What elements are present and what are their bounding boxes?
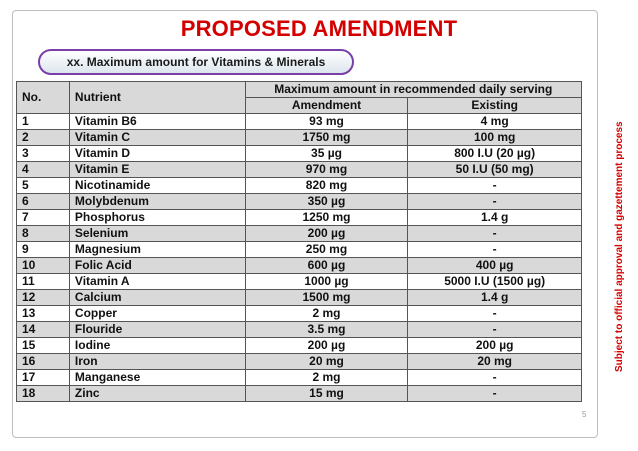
cell-no: 18 bbox=[17, 386, 70, 402]
table-row bbox=[17, 290, 582, 306]
cell-nutrient: Vitamin B6 bbox=[69, 114, 245, 130]
cell-amendment: 970 mg bbox=[245, 162, 408, 178]
cell-nutrient: Iodine bbox=[69, 338, 245, 354]
cell-amendment: 250 mg bbox=[245, 242, 408, 258]
cell-existing: 4 mg bbox=[408, 114, 582, 130]
cell-amendment: 3.5 mg bbox=[245, 322, 408, 338]
table-row bbox=[17, 178, 582, 194]
cell-nutrient: Iron bbox=[69, 354, 245, 370]
cell-no: 5 bbox=[17, 178, 70, 194]
table-row bbox=[17, 162, 582, 178]
cell-amendment: 2 mg bbox=[245, 306, 408, 322]
table-row bbox=[17, 322, 582, 338]
cell-no: 10 bbox=[17, 258, 70, 274]
nutrient-table bbox=[16, 81, 582, 402]
header-existing: Existing bbox=[408, 98, 582, 114]
cell-amendment: 1500 mg bbox=[245, 290, 408, 306]
table-row bbox=[17, 210, 582, 226]
cell-no: 16 bbox=[17, 354, 70, 370]
cell-nutrient: Vitamin D bbox=[69, 146, 245, 162]
cell-existing: 50 I.U (50 mg) bbox=[408, 162, 582, 178]
cell-amendment: 20 mg bbox=[245, 354, 408, 370]
cell-existing: 1.4 g bbox=[408, 210, 582, 226]
cell-existing: 200 µg bbox=[408, 338, 582, 354]
table-row bbox=[17, 274, 582, 290]
cell-amendment: 15 mg bbox=[245, 386, 408, 402]
cell-nutrient: Copper bbox=[69, 306, 245, 322]
page-title: PROPOSED AMENDMENT bbox=[180, 16, 458, 41]
section-subtitle: xx. Maximum amount for Vitamins & Minerals bbox=[38, 49, 354, 75]
cell-nutrient: Manganese bbox=[69, 370, 245, 386]
cell-amendment: 1750 mg bbox=[245, 130, 408, 146]
cell-amendment: 1250 mg bbox=[245, 210, 408, 226]
cell-no: 2 bbox=[17, 130, 70, 146]
table-header-row bbox=[17, 82, 582, 98]
table-row bbox=[17, 130, 582, 146]
cell-nutrient: Flouride bbox=[69, 322, 245, 338]
cell-no: 8 bbox=[17, 226, 70, 242]
cell-existing: 800 I.U (20 µg) bbox=[408, 146, 582, 162]
table-row bbox=[17, 370, 582, 386]
cell-existing: - bbox=[408, 178, 582, 194]
cell-no: 4 bbox=[17, 162, 70, 178]
table-row bbox=[17, 146, 582, 162]
table-row bbox=[17, 306, 582, 322]
approval-note: Subject to official approval and gazettement process bbox=[614, 121, 625, 372]
cell-no: 11 bbox=[17, 274, 70, 290]
cell-nutrient: Vitamin E bbox=[69, 162, 245, 178]
header-no: No. bbox=[17, 82, 70, 114]
cell-amendment: 93 mg bbox=[245, 114, 408, 130]
cell-no: 13 bbox=[17, 306, 70, 322]
cell-no: 7 bbox=[17, 210, 70, 226]
table-row bbox=[17, 194, 582, 210]
table-row bbox=[17, 386, 582, 402]
cell-existing: - bbox=[408, 226, 582, 242]
cell-amendment: 1000 µg bbox=[245, 274, 408, 290]
cell-no: 12 bbox=[17, 290, 70, 306]
table-row bbox=[17, 258, 582, 274]
cell-amendment: 35 µg bbox=[245, 146, 408, 162]
header-maximum-amount: Maximum amount in recommended daily serving bbox=[245, 82, 581, 98]
cell-amendment: 820 mg bbox=[245, 178, 408, 194]
cell-existing: 400 µg bbox=[408, 258, 582, 274]
table-row bbox=[17, 114, 582, 130]
cell-existing: - bbox=[408, 194, 582, 210]
cell-nutrient: Magnesium bbox=[69, 242, 245, 258]
table-row bbox=[17, 242, 582, 258]
cell-nutrient: Vitamin A bbox=[69, 274, 245, 290]
cell-existing: 1.4 g bbox=[408, 290, 582, 306]
cell-no: 3 bbox=[17, 146, 70, 162]
cell-no: 14 bbox=[17, 322, 70, 338]
cell-existing: - bbox=[408, 370, 582, 386]
cell-amendment: 200 µg bbox=[245, 226, 408, 242]
cell-existing: - bbox=[408, 386, 582, 402]
cell-no: 6 bbox=[17, 194, 70, 210]
cell-amendment: 350 µg bbox=[245, 194, 408, 210]
cell-nutrient: Nicotinamide bbox=[69, 178, 245, 194]
cell-nutrient: Vitamin C bbox=[69, 130, 245, 146]
table-row bbox=[17, 354, 582, 370]
cell-nutrient: Phosphorus bbox=[69, 210, 245, 226]
cell-no: 15 bbox=[17, 338, 70, 354]
cell-existing: 5000 I.U (1500 µg) bbox=[408, 274, 582, 290]
page-number: 5 bbox=[582, 410, 587, 419]
cell-existing: - bbox=[408, 322, 582, 338]
cell-nutrient: Zinc bbox=[69, 386, 245, 402]
cell-nutrient: Molybdenum bbox=[69, 194, 245, 210]
cell-no: 9 bbox=[17, 242, 70, 258]
cell-nutrient: Folic Acid bbox=[69, 258, 245, 274]
cell-nutrient: Selenium bbox=[69, 226, 245, 242]
cell-no: 1 bbox=[17, 114, 70, 130]
cell-existing: - bbox=[408, 306, 582, 322]
cell-no: 17 bbox=[17, 370, 70, 386]
cell-existing: 20 mg bbox=[408, 354, 582, 370]
cell-amendment: 2 mg bbox=[245, 370, 408, 386]
cell-amendment: 200 µg bbox=[245, 338, 408, 354]
header-nutrient: Nutrient bbox=[69, 82, 245, 114]
table-row bbox=[17, 338, 582, 354]
header-amendment: Amendment bbox=[245, 98, 408, 114]
cell-amendment: 600 µg bbox=[245, 258, 408, 274]
cell-nutrient: Calcium bbox=[69, 290, 245, 306]
table-row bbox=[17, 226, 582, 242]
cell-existing: - bbox=[408, 242, 582, 258]
cell-existing: 100 mg bbox=[408, 130, 582, 146]
